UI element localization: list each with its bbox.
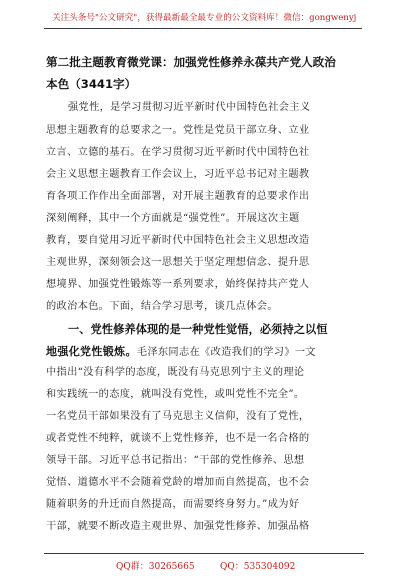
- paragraph-2-lead: 毛泽东同志在《改造我们的学习》一文: [136, 347, 316, 358]
- paragraph-1-line: 会主义思想主题教育工作会议上，习近平总书记对主题教: [46, 169, 310, 180]
- paragraph-1-line: 想境界、加强党性锻炼等一系列要求，始终保持共产党人: [46, 279, 310, 290]
- section-heading-1-continued: [46, 346, 370, 358]
- paragraph-1-line: 的政治本色。下面，结合学习思考，谈几点体会。: [46, 301, 278, 312]
- document-title-line-1: 第二批主题教育微党课：加强党性修养永葆共产党人政治: [46, 55, 336, 69]
- paragraph-1-line: 深刻阐释，其中一个方面就是“强党性”。开展这次主题: [46, 213, 300, 224]
- page-header: [44, 8, 362, 29]
- paragraph-1-line: 教育，要自觉用习近平新时代中国特色社会主义思想改造: [46, 235, 310, 246]
- paragraph-2-line: 领导干部。习近平总书记指出：“干部的党性修养、思想: [46, 455, 305, 466]
- footer-qq-group: QQ群：30265665: [116, 562, 195, 572]
- header-promo-text: 关注头条号"公文研究"，获得最新最全最专业的公文资料库！微信：gongwenyj: [52, 13, 357, 23]
- paragraph-2-line: 或者党性不纯粹，就谈不上党性修养，也不是一名合格的: [46, 433, 310, 444]
- paragraph-1-line: 立言、立德的基石。在学习贯彻习近平新时代中国特色社: [46, 147, 310, 158]
- page-footer: [44, 553, 364, 574]
- footer-qq-number: QQ：535304092: [220, 562, 296, 572]
- paragraph-2-line: 和实践统一的态度，就叫没有党性，或叫党性不完全”。: [46, 389, 305, 400]
- paragraph-1-line: 思想主题教育的总要求之一。党性是党员干部立身、立业: [46, 125, 310, 136]
- paragraph-1-line: 育各项工作作出全面部署，对开展主题教育的总要求作出: [46, 191, 310, 202]
- section-heading-1-end: 地强化党性锻炼。: [46, 345, 137, 358]
- paragraph-2-line: 中指出“没有科学的态度，既没有马克思列宁主义的理论: [46, 367, 305, 378]
- paragraph-1-line: 强党性，是学习贯彻习近平新时代中国特色社会主义: [68, 102, 311, 113]
- section-heading-1: 一、党性修养体现的是一种党性觉悟，必须持之以恒: [68, 323, 328, 336]
- paragraph-2-line: 一名党员干部如果没有了马克思主义信仰，没有了党性，: [46, 411, 310, 422]
- paragraph-2-line: 觉悟、道德水平不会随着党龄的增加而自然提高，也不会: [46, 477, 310, 488]
- paragraph-2-line: 干部，就要不断改造主观世界、加强党性修养、加强品格: [46, 521, 310, 532]
- paragraph-1-line: 主观世界，深刻领会这一思想关于坚定理想信念、提升思: [46, 257, 310, 268]
- document-title-line-2: 本色（3441字）: [46, 77, 137, 91]
- paragraph-2-line: 随着职务的升迁而自然提高，而需要终身努力。”成为好: [46, 499, 300, 510]
